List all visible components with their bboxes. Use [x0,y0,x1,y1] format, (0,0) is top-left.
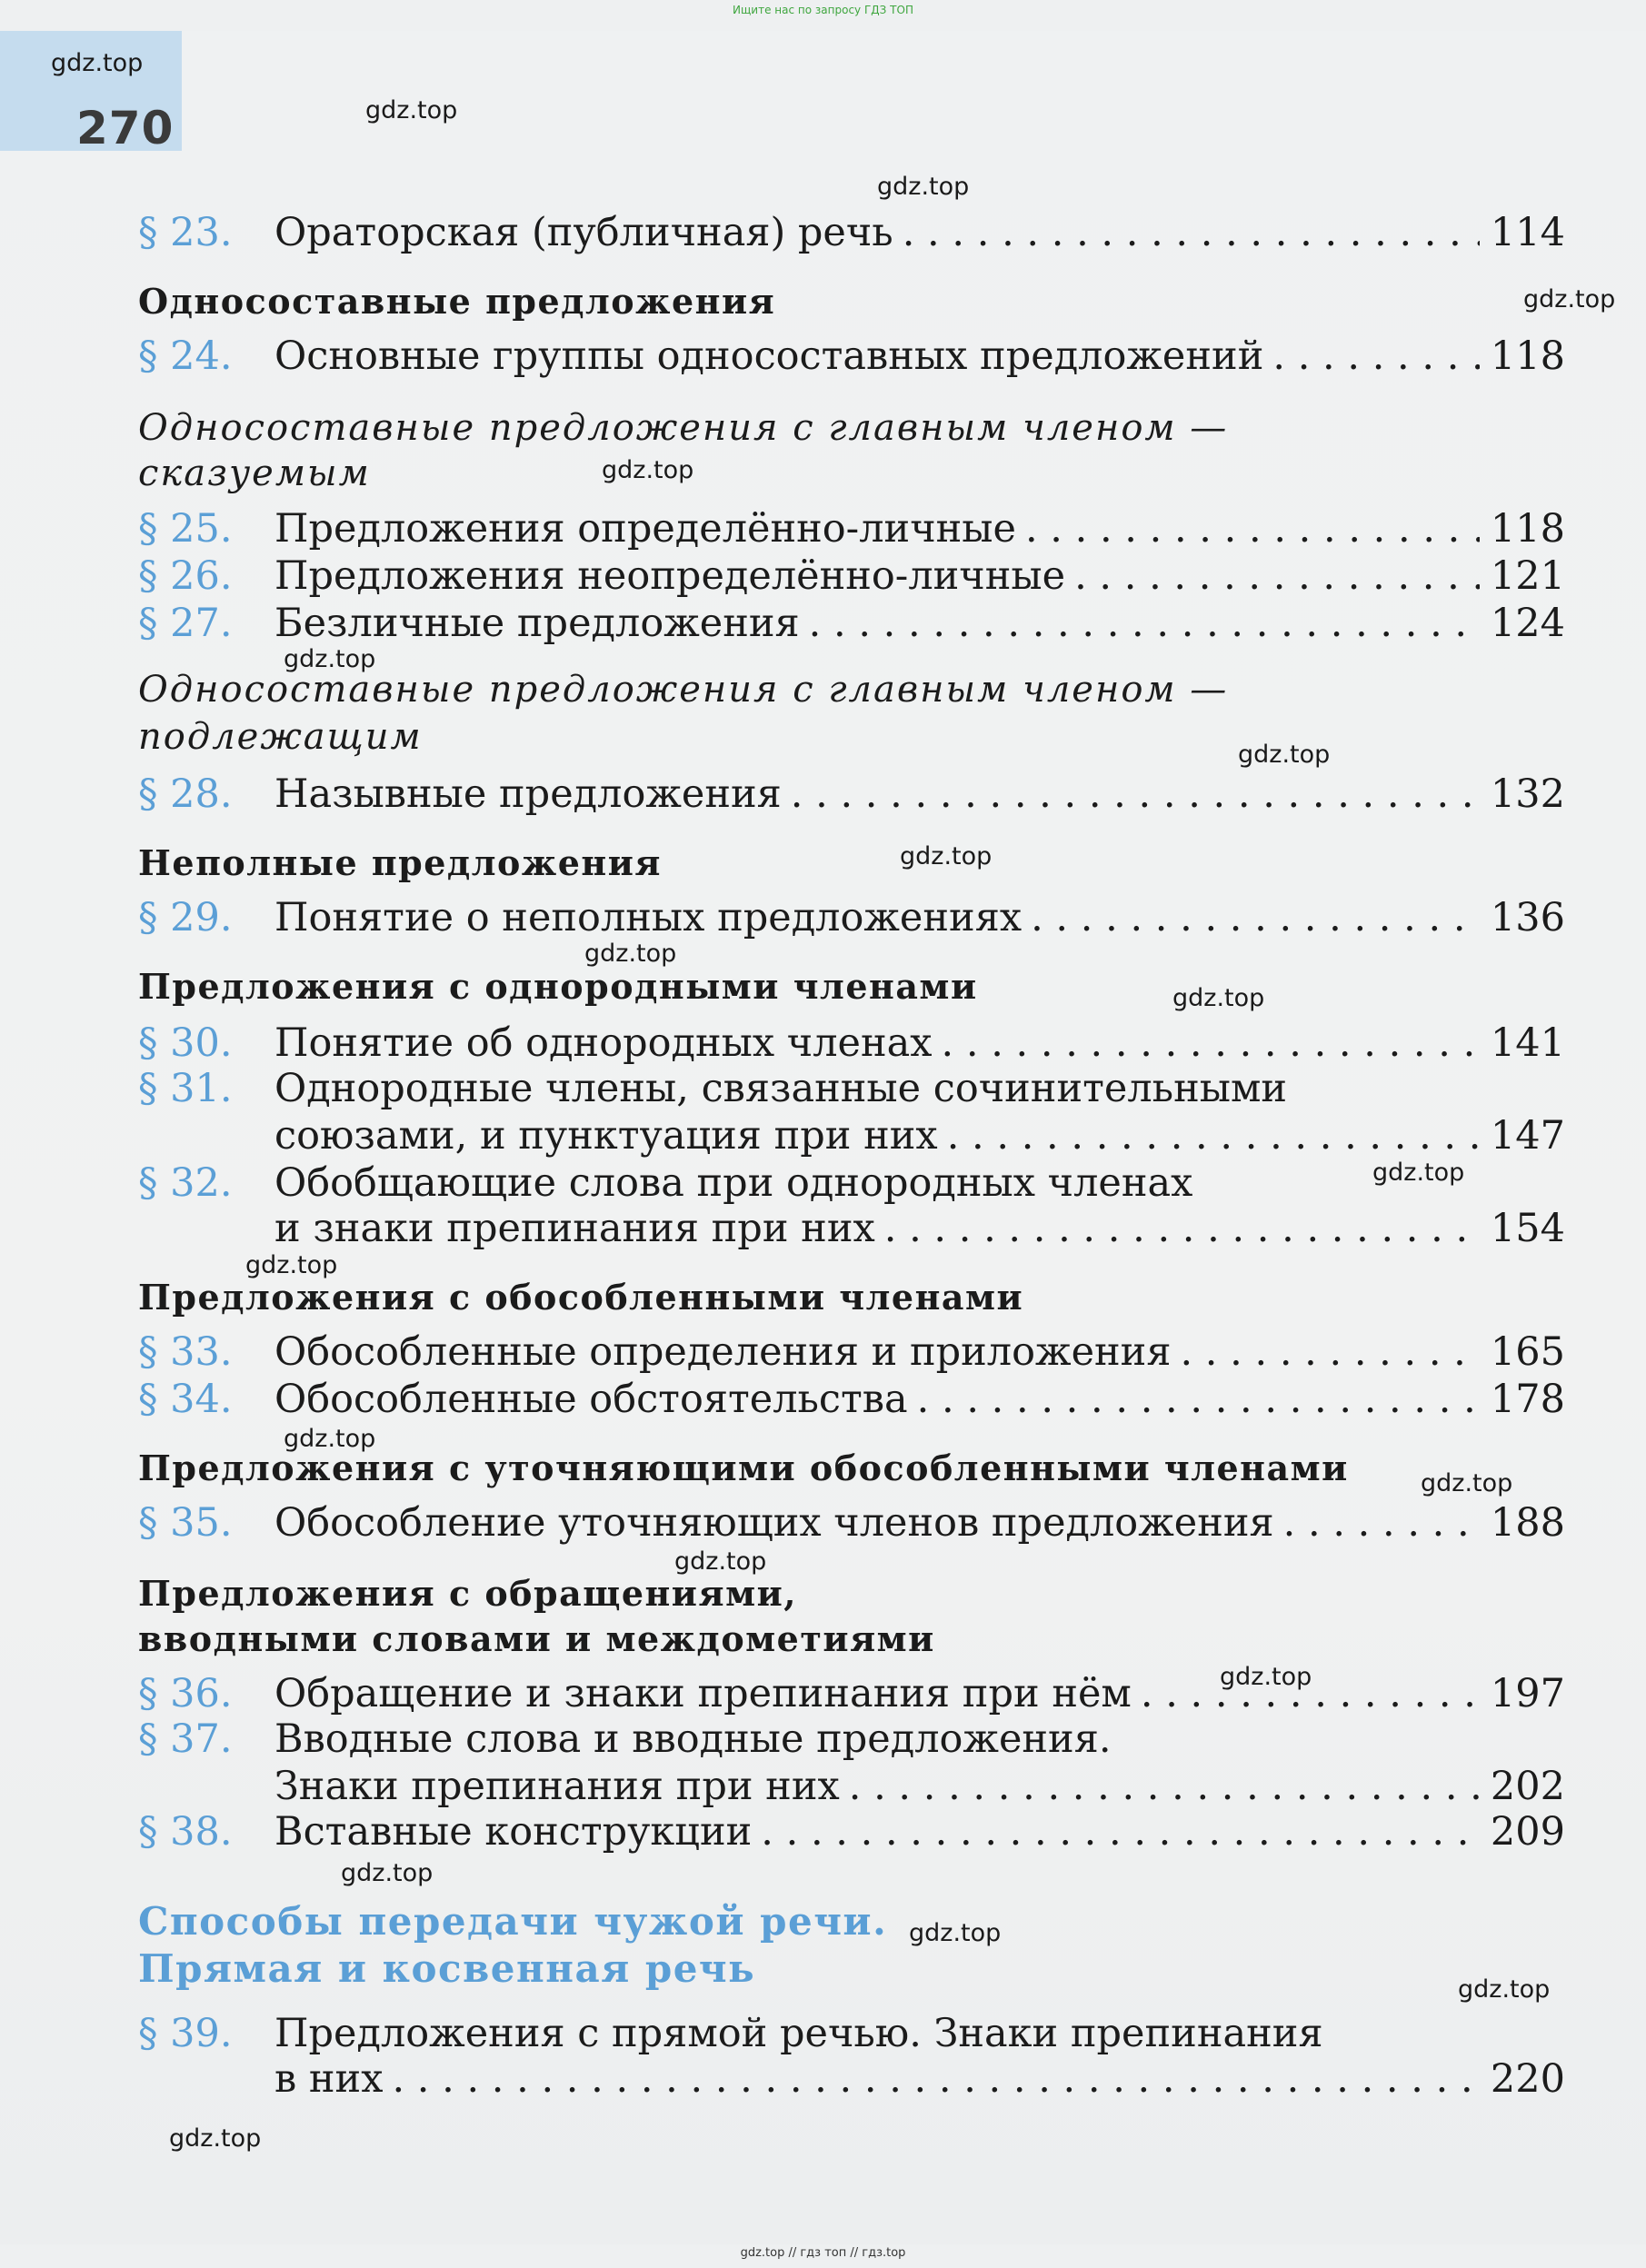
page-ref: 118 [1490,333,1565,379]
page-ref: 154 [1490,1206,1565,1251]
page-ref: 197 [1490,1671,1565,1716]
entry-title: Назывные предложения [274,771,782,817]
section-heading: Предложения с однородными членами [138,966,978,1007]
entry-title: Однородные члены, связанные сочинительными [274,1066,1288,1111]
entry-title: Понятие о неполных предложениях [274,895,1023,940]
entry-title: Обобщающие слова при однородных членах [274,1160,1193,1206]
watermark: gdz.top [169,2124,262,2153]
watermark: gdz.top [284,645,376,673]
watermark: gdz.top [341,1859,434,1887]
watermark: gdz.top [1523,285,1616,313]
page-number: 270 [76,102,175,154]
toc-entry-24[interactable] [138,333,1565,380]
section-heading: вводными словами и междометиями [138,1618,935,1659]
section-heading: Предложения с обращениями, [138,1573,797,1614]
subsection-heading: Односоставные предложения с главным членом — [138,407,1229,449]
dot-leader [809,600,1480,647]
page-ref: 121 [1490,553,1565,599]
entry-title: Безличные предложения [274,601,800,646]
page-ref: 132 [1490,771,1565,817]
toc-entry-26[interactable] [138,552,1565,600]
bottom-banner: gdz.top // гдз топ // гдз.top [740,2246,906,2260]
dot-leader [1025,505,1480,552]
toc-entry-31[interactable] [138,1065,1565,1112]
watermark: gdz.top [365,96,458,124]
page-ref: 124 [1490,601,1565,646]
dot-leader [791,771,1480,818]
dot-leader [1283,1499,1480,1547]
watermark: gdz.top [1458,1975,1551,2004]
section-number: § 33. [138,1329,233,1375]
toc-entry-35[interactable] [138,1499,1565,1547]
toc-entry-30[interactable] [138,1020,1565,1067]
watermark: gdz.top [1172,984,1265,1012]
watermark: gdz.top [245,1251,338,1279]
page-ref: 202 [1490,1764,1565,1809]
watermark: gdz.top [602,456,694,484]
watermark: gdz.top [1372,1159,1465,1187]
entry-title: Обособление уточняющих членов предложения [274,1500,1274,1546]
toc-entry-31-continued[interactable] [138,1112,1565,1159]
dot-leader [942,1020,1480,1067]
watermark: gdz.top [284,1425,376,1453]
dot-leader [1272,333,1480,380]
entry-title: Обособленные обстоятельства [274,1377,908,1422]
section-heading: Предложения с уточняющими обособленными членами [138,1447,1349,1488]
watermark: gdz.top [584,940,677,968]
section-number: § 32. [138,1160,233,1206]
dot-leader [884,1205,1480,1252]
section-number: § 30. [138,1020,233,1066]
entry-title: Основные группы односоставных предложений [274,333,1264,379]
dot-leader [903,209,1480,256]
toc-entry-38[interactable] [138,1808,1565,1855]
section-number: § 36. [138,1671,233,1716]
entry-title: Обособленные определения и приложения [274,1329,1172,1375]
watermark: gdz.top [1220,1663,1312,1691]
section-number: § 37. [138,1716,233,1762]
dot-leader [1180,1328,1480,1376]
toc-entry-36[interactable] [138,1670,1565,1717]
dot-leader [947,1112,1480,1159]
page-ref: 209 [1490,1809,1565,1855]
watermark: gdz.top [674,1547,767,1576]
section-heading: Предложения с обособленными членами [138,1277,1024,1318]
section-number: § 29. [138,895,233,940]
page-ref: 141 [1490,1020,1565,1066]
entry-title: Вводные слова и вводные предложения. [274,1716,1112,1762]
page-ref: 118 [1490,506,1565,552]
entry-title: Предложения с прямой речью. Знаки препинания [274,2011,1323,2056]
dot-leader [392,2055,1480,2103]
section-number: § 24. [138,333,233,379]
toc-entry-34[interactable] [138,1376,1565,1423]
chapter-heading: Прямая и косвенная речь [138,1946,756,1991]
section-heading: Односоставные предложения [138,281,776,322]
page-ref: 220 [1490,2056,1565,2102]
toc-entry-32[interactable] [138,1159,1565,1207]
watermark: gdz.top [1238,741,1331,769]
subsection-heading: сказуемым [138,453,371,494]
section-number: § 39. [138,2011,233,2056]
watermark: gdz.top [1421,1469,1513,1497]
page-ref: 188 [1490,1500,1565,1546]
dot-leader [1031,894,1480,941]
toc-entry-39-continued[interactable] [138,2055,1565,2103]
section-number: § 38. [138,1809,233,1855]
page-ref: 114 [1490,210,1565,255]
entry-title: Предложения определённо-личные [274,506,1016,552]
entry-title: Обращение и знаки препинания при нём [274,1671,1132,1716]
section-number: § 28. [138,771,233,817]
subsection-heading: Односоставные предложения с главным членом — [138,669,1229,711]
dot-leader [761,1808,1480,1855]
toc-entry-33[interactable] [138,1328,1565,1376]
entry-title-continued: в них [274,2056,384,2102]
section-number: § 35. [138,1500,233,1546]
toc-entry-37-continued[interactable] [138,1763,1565,1810]
toc-entry-37[interactable] [138,1716,1565,1763]
section-number: § 34. [138,1377,233,1422]
toc-entry-32-continued[interactable] [138,1205,1565,1252]
entry-title: Понятие об однородных членах [274,1020,933,1066]
page-ref: 147 [1490,1113,1565,1159]
entry-title-continued: и знаки препинания при них [274,1206,875,1251]
section-number: § 26. [138,553,233,599]
watermark: gdz.top [900,842,993,870]
entry-title-continued: союзами, и пунктуация при них [274,1113,938,1159]
top-banner: Ищите нас по запросу ГДЗ ТОП [733,4,913,16]
dot-leader [1141,1670,1480,1717]
section-number: § 31. [138,1066,233,1111]
dot-leader [917,1376,1480,1423]
entry-title: Предложения неопределённо-личные [274,553,1066,599]
section-number: § 27. [138,601,233,646]
page-ref: 136 [1490,895,1565,940]
entry-title: Вставные конструкции [274,1809,753,1855]
toc-entry-28[interactable] [138,771,1565,818]
dot-leader [849,1763,1480,1810]
toc-entry-29[interactable] [138,894,1565,941]
entry-title-continued: Знаки препинания при них [274,1764,840,1809]
section-number: § 23. [138,210,233,255]
chapter-heading: Способы передачи чужой речи. [138,1899,888,1944]
watermark: gdz.top [51,49,144,77]
entry-title: Ораторская (публичная) речь [274,210,893,255]
section-heading: Неполные предложения [138,842,662,883]
section-number: § 25. [138,506,233,552]
subsection-heading: подлежащим [138,716,423,758]
watermark: gdz.top [877,173,970,201]
toc-entry-25[interactable] [138,505,1565,552]
page-ref: 178 [1490,1377,1565,1422]
toc-entry-39[interactable] [138,2010,1565,2057]
toc-entry-27[interactable] [138,600,1565,647]
page-ref: 165 [1490,1329,1565,1375]
toc-entry-23[interactable] [138,209,1565,256]
watermark: gdz.top [909,1919,1002,1947]
dot-leader [1074,552,1480,600]
